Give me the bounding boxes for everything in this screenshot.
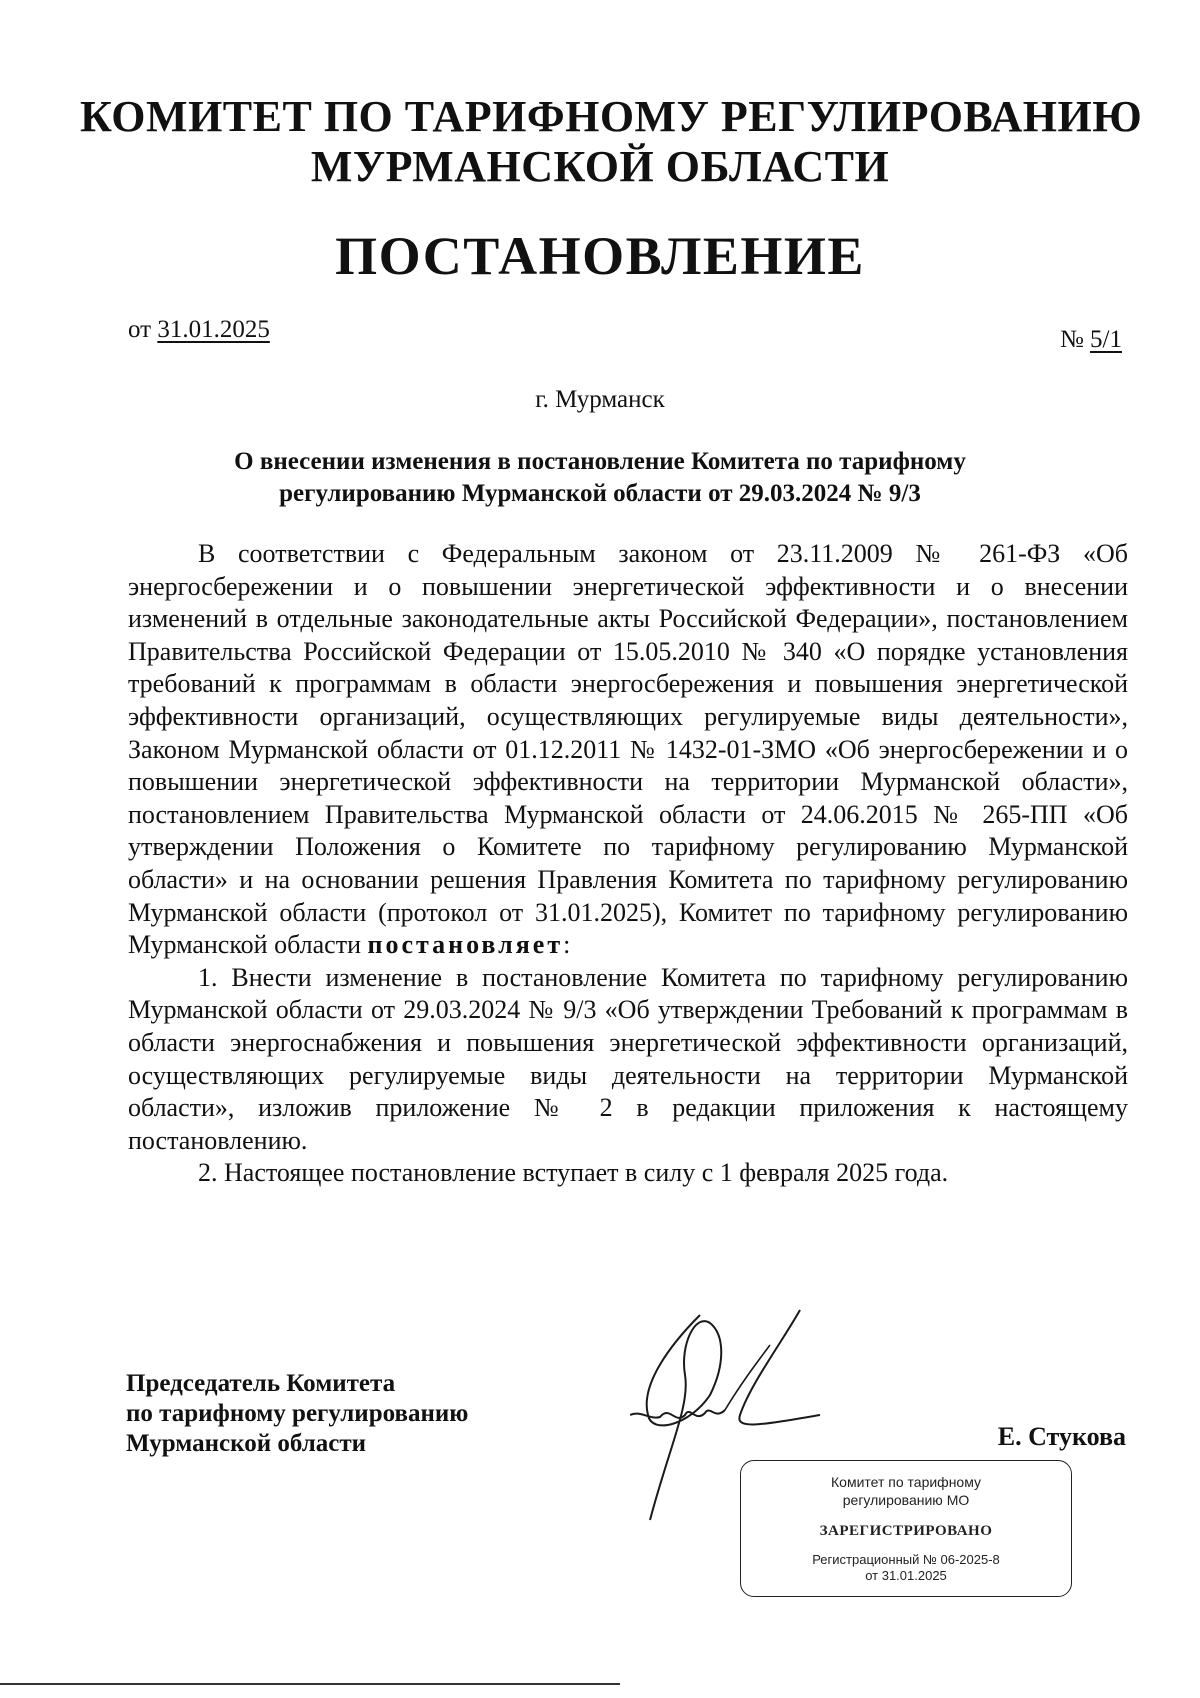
signatory-title-line-2: по тарифному регулированию — [126, 1400, 469, 1427]
resolves-word: постановляет — [367, 930, 564, 960]
subject-line-2: регулированию Мурманской области от 29.03.2024 № 9/3 — [279, 480, 921, 507]
resolution-item-1: 1. Внести изменение в постановление Комитета по тарифному регулированию Мурманской области от 29.03.2024 № 9/3 «Об утверждении Требований к программам в области энергоснабжения и повышения энергетической эффективности организаций, осуществляющих регулируемые виды деятельности на территории Мурманской области», изложив приложение № 2 в редакции приложения к настоящему постановлению. — [128, 962, 1128, 1155]
resolves-colon: : — [563, 930, 571, 960]
signatory-name: Е. Стукова — [997, 1422, 1126, 1451]
document-city: г. Мурманск — [535, 386, 665, 413]
signatory-title-line-3: Мурманской области — [126, 1430, 367, 1457]
registration-stamp — [740, 1460, 1072, 1597]
number-value: 5/1 — [1090, 326, 1122, 353]
stamp-registration — [741, 1552, 1071, 1584]
signatory-title — [126, 1369, 468, 1459]
subject-line-1: О внесении изменения в постановление Комитета по тарифному — [234, 448, 966, 475]
organization-title-line-2: МУРМАНСКОЙ ОБЛАСТИ — [310, 142, 890, 191]
stamp-org-line-2: регулированию МО — [842, 1492, 970, 1508]
document-type-heading: ПОСТАНОВЛЕНИЕ — [335, 226, 865, 286]
document-subject — [150, 446, 1050, 510]
stamp-reg-date: от 31.01.2025 — [865, 1568, 947, 1583]
preamble-paragraph — [128, 538, 1128, 962]
number-prefix: № — [1059, 326, 1084, 353]
signatory-title-line-1: Председатель Комитета — [126, 1370, 396, 1397]
date-prefix: от — [128, 316, 152, 343]
stamp-status: ЗАРЕГИСТРИРОВАНО — [819, 1523, 993, 1539]
bottom-divider — [0, 1683, 620, 1685]
document-body — [128, 538, 1128, 1190]
stamp-org-line-1: Комитет по тарифному — [831, 1474, 981, 1490]
stamp-organization — [741, 1473, 1071, 1509]
stamp-reg-number: Регистрационный № 06-2025-8 — [812, 1552, 1000, 1567]
preamble-text: В соответствии с Федеральным законом от 23.11.2009 № 261-ФЗ «Об энергосбережении и о повышении энергетической эффективности и о внесении изменений в отдельные законодательные акты Российской Федерации», постановлением Правительства Российской Федерации от 15.05.2010 № 340 «О порядке установления требований к программам в области энергосбережения и повышения энергетической эффективности организаций, осуществляющих регулируемые виды деятельности», Законом Мурманской области от 01.12.2011 № 1432-01-ЗМО «Об энергосбережении и о повышении энергетической эффективности на территории Мурманской области», постановлением Правительства Мурманской области от 24.06.2015 № 265-ПП «Об утверждении Положения о Комитете по тарифному регулированию Мурманской области» и на основании решения Правления Комитета по тарифному регулированию Мурманской области (протокол от 31.01.2025), Комитет по тарифному регулированию Мурманской области — [128, 539, 1128, 960]
document-number — [1060, 326, 1122, 354]
organization-title — [80, 92, 1143, 192]
document-date — [128, 316, 270, 344]
organization-title-line-1: КОМИТЕТ ПО ТАРИФНОМУ РЕГУЛИРОВАНИЮ — [80, 92, 1143, 141]
resolution-item-2: 2. Настоящее постановление вступает в силу с 1 февраля 2025 года. — [198, 1158, 949, 1188]
date-value: 31.01.2025 — [157, 316, 270, 343]
